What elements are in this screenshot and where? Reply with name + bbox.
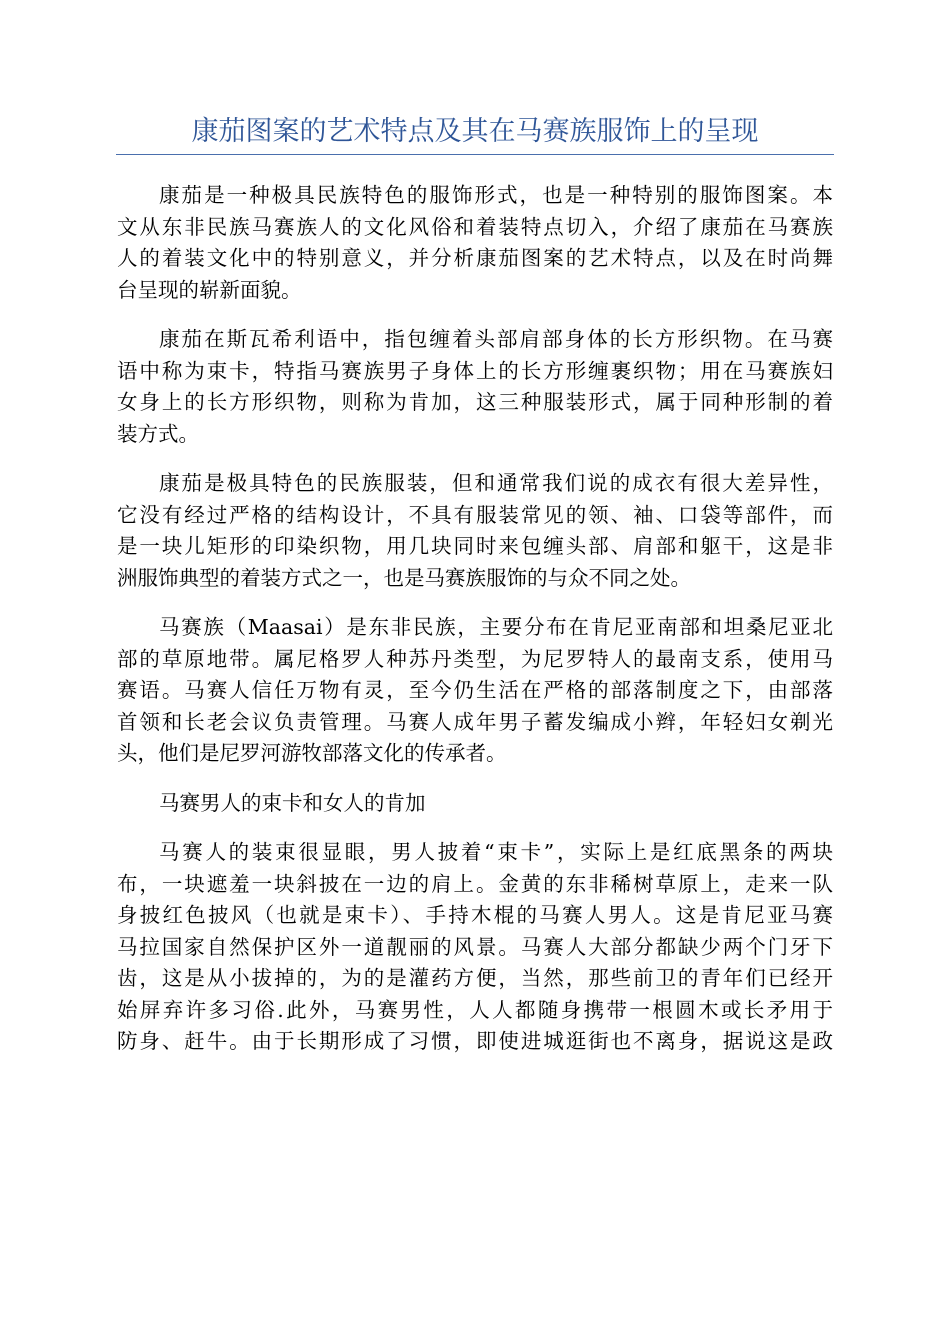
paragraph-line: 女身上的长方形织物，则称为肯加，这三种服装形式，属于同种形制的着 (117, 390, 833, 414)
paragraph-line: 康茄是极具特色的民族服装，但和通常我们说的成衣有很大差异性， (159, 471, 833, 495)
paragraph-line: 始屏弃许多习俗.此外，马赛男性，人人都随身携带一根圆木或长矛用于 (117, 997, 833, 1022)
paragraph-line: 赛语。马赛人信任万物有灵，至今仍生活在严格的部落制度之下，由部落 (117, 678, 833, 702)
paragraph-line: 布，一块遮羞一块斜披在一边的肩上。金黄的东非稀树草原上，走来一队 (117, 871, 833, 896)
section-heading-text: 马赛男人的束卡和女人的肯加 (159, 790, 426, 815)
paragraph-kanga-structure (117, 468, 833, 594)
section-heading (117, 788, 833, 820)
paragraph-line: 马赛人的装束很显眼，男人披着“束卡”，实际上是红底黑条的两块 (159, 840, 833, 864)
paragraph-line: 头，他们是尼罗河游牧部落文化的传承者。 (117, 741, 507, 765)
paragraph-line: 语中称为束卡，特指马赛族男子身体上的长方形缠裹织物；用在马赛族妇 (117, 358, 833, 383)
title-underline (116, 154, 834, 155)
paragraph-line: 洲服饰典型的着装方式之一，也是马赛族服饰的与众不同之处。 (117, 565, 691, 590)
paragraph-line: 防身、赶牛。由于长期形成了习惯，即使进城逛街也不离身，据说这是政 (117, 1029, 833, 1053)
document-body (117, 180, 833, 1076)
paragraph-line: 康茄是一种极具民族特色的服饰形式，也是一种特别的服饰图案。本 (159, 183, 833, 207)
paragraph-line: 人的着装文化中的特别意义，并分析康茄图案的艺术特点，以及在时尚舞 (117, 246, 833, 270)
paragraph-line: 首领和长老会议负责管理。马赛人成年男子蓄发编成小辫，年轻妇女剃光 (117, 709, 833, 734)
paragraph-line: 康茄在斯瓦希利语中，指包缠着头部肩部身体的长方形织物。在马赛 (159, 327, 833, 351)
paragraph-line: 文从东非民族马赛族人的文化风俗和着装特点切入，介绍了康茄在马赛族 (117, 214, 833, 239)
paragraph-line: 是一块儿矩形的印染织物，用几块同时来包缠头部、肩部和躯干，这是非 (117, 534, 833, 558)
paragraph-maasai-dress (117, 837, 833, 1058)
paragraph-line: 部的草原地带。属尼格罗人种苏丹类型，为尼罗特人的最南支系，使用马 (117, 646, 833, 671)
paragraph-line: 台呈现的崭新面貌。 (117, 277, 302, 302)
paragraph-kanga-definition (117, 324, 833, 450)
paragraph-line: 身披红色披风（也就是束卡）、手持木棍的马赛人男人。这是肯尼亚马赛 (117, 903, 833, 927)
paragraph-maasai-people (117, 612, 833, 770)
paragraph-line: 齿，这是从小拔掉的，为的是灌药方便，当然，那些前卫的青年们已经开 (117, 966, 833, 990)
paragraph-kanga-intro (117, 180, 833, 306)
paragraph-line: 装方式。 (117, 421, 199, 446)
document-title: 康茄图案的艺术特点及其在马赛族服饰上的呈现 (191, 116, 759, 147)
paragraph-line: 它没有经过严格的结构设计，不具有服装常见的领、袖、口袋等部件，而 (117, 502, 833, 527)
paragraph-line: 马拉国家自然保护区外一道靓丽的风景。马赛人大部分都缺少两个门牙下 (117, 934, 833, 959)
paragraph-line: 马赛族（Maasai）是东非民族，主要分布在肯尼亚南部和坦桑尼亚北 (159, 615, 833, 639)
